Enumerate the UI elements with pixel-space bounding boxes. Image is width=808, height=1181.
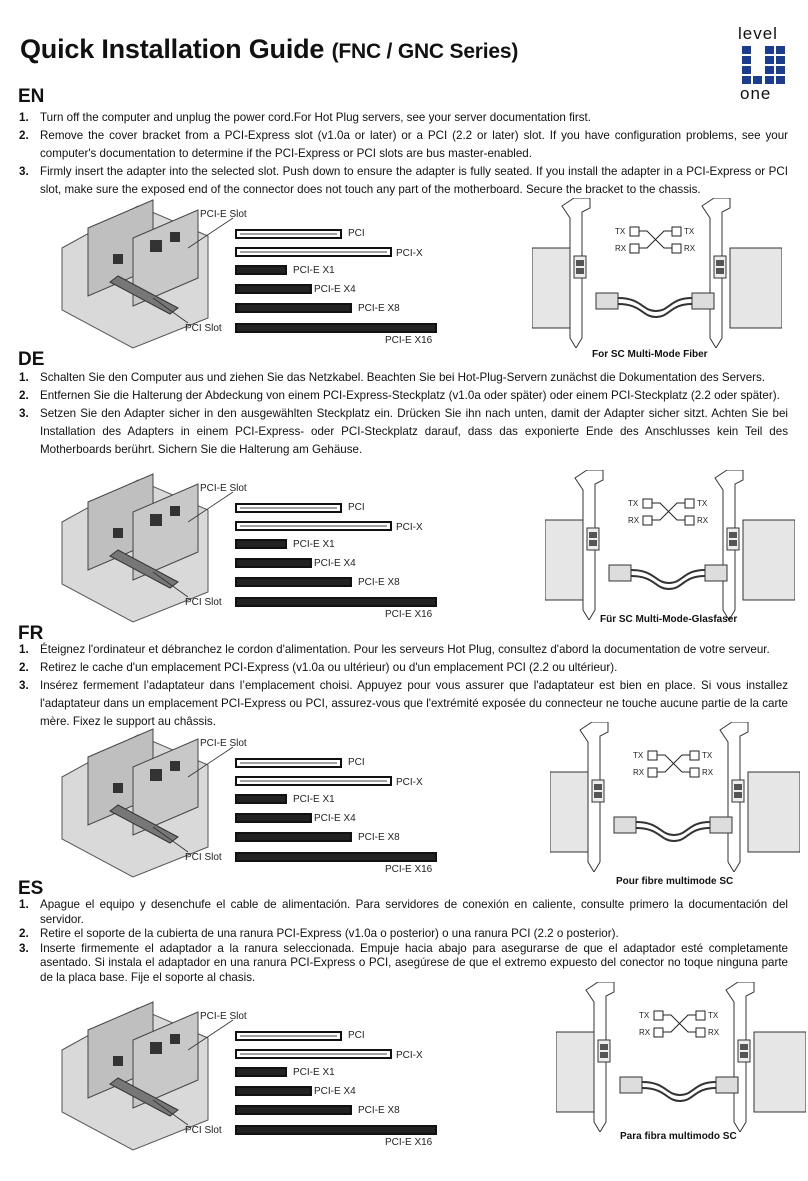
slot-pcie-x1 [236, 266, 286, 274]
step-text: Insérez fermement l’adaptateur dans l’emplacement choisi. Appuyez pour vous assurer que l'adaptateur est bien en place. Si vous installez l'adaptateur dans un emplacement PCI-Express ou PCI, assurez-vous que l'extrémité exposée du connecteur ne touche aucune partie de la carte mère. Fixez le support au châssis. [40, 679, 788, 728]
list-item [0, 405, 788, 459]
lang-heading-en: EN [18, 86, 45, 107]
label-pci-slot: PCI Slot [185, 852, 222, 863]
step-text: Turn off the computer and unplug the power cord.For Hot Plug servers, see your server documentation first. [40, 111, 591, 124]
label-slot-pcie-x1: PCI-E X1 [293, 794, 335, 805]
label-slot-pcie-x4: PCI-E X4 [314, 558, 356, 569]
slot-pcie-x8 [236, 578, 351, 586]
slot-pcie-x4 [236, 285, 311, 293]
label-pci-slot: PCI Slot [185, 1125, 222, 1136]
label-slot-pcix: PCI-X [396, 1050, 423, 1061]
list-item [0, 163, 788, 199]
label-slot-pcix: PCI-X [396, 777, 423, 788]
label-rx-right: RX [697, 516, 709, 525]
label-rx-left: RX [628, 516, 640, 525]
list-item [0, 109, 788, 127]
fiber-illustration [556, 982, 806, 1132]
label-slot-pcix: PCI-X [396, 248, 423, 259]
slot-pcie-x16 [236, 853, 436, 861]
slot-pcie-x1 [236, 1068, 286, 1076]
label-pci-slot: PCI Slot [185, 323, 222, 334]
label-slot-pcie-x8: PCI-E X8 [358, 832, 400, 843]
fiber-diagram-fr [550, 722, 800, 887]
label-slot-pcie-x16: PCI-E X16 [385, 864, 433, 875]
label-slot-pcie-x8: PCI-E X8 [358, 577, 400, 588]
label-rx-left: RX [633, 768, 645, 777]
fiber-diagram-en [532, 198, 782, 363]
slot-illustration [58, 472, 448, 627]
label-slot-pci: PCI [348, 228, 365, 239]
slot-pcie-x8 [236, 833, 351, 841]
slot-diagram-de [58, 472, 448, 627]
step-text: Entfernen Sie die Halterung der Abdeckung von einem PCI-Express-Steckplatz (v1.0a oder später) oder einem PCI-Steckplatz (2.2 oder später). [40, 389, 780, 402]
label-rx-left: RX [639, 1028, 651, 1037]
logo-text-bottom: one [740, 84, 772, 103]
fiber-caption-en: For SC Multi-Mode Fiber [592, 349, 708, 360]
steps-list-en [0, 109, 788, 199]
steps-list-es [0, 898, 788, 985]
fiber-illustration [545, 470, 795, 620]
label-slot-pcie-x1: PCI-E X1 [293, 265, 335, 276]
lang-heading-de: DE [18, 349, 45, 370]
step-number: 1. [19, 898, 29, 911]
fiber-illustration [532, 198, 782, 348]
label-slot-pcie-x8: PCI-E X8 [358, 303, 400, 314]
label-slot-pci: PCI [348, 1030, 365, 1041]
slot-pcie-x16 [236, 1126, 436, 1134]
step-text: Setzen Sie den Adapter sicher in den ausgewählten Steckplatz ein. Drücken Sie ihn nach unten, damit der Adapter sicher sitzt. Achten Sie bei Installation des Adapters in einem PCI-Express- oder PCI-Steckplatz darauf, dass das exponierte Ende des Anschlusses kein Teil des Motherboards berührt. Sichern Sie die Halterung am Gehäuse. [40, 407, 788, 456]
step-number: 1. [19, 643, 29, 656]
list-item [0, 387, 788, 405]
title-subtitle: (FNC / GNC Series) [331, 40, 519, 63]
lang-heading-es: ES [18, 878, 44, 899]
label-tx-left: TX [615, 227, 626, 236]
slot-pcie-x4 [236, 814, 311, 822]
list-item [0, 898, 788, 927]
step-number: 1. [19, 111, 29, 124]
slot-illustration [58, 727, 448, 882]
fiber-diagram-de [545, 470, 795, 635]
step-text: Retire el soporte de la cubierta de una ranura PCI-Express (v1.0a o posterior) o una ranura PCI (2.2 o posterior). [40, 927, 619, 940]
step-number: 3. [19, 941, 29, 955]
list-item [0, 927, 788, 942]
step-number: 3. [19, 407, 29, 420]
logo-text-top: level [738, 24, 778, 43]
slot-diagram-es [58, 1000, 448, 1155]
step-text: Éteignez l'ordinateur et débranchez le cordon d'alimentation. Pour les serveurs Hot Plug, consultez d'abord la documentation de votre serveur. [40, 643, 770, 656]
list-item [0, 659, 788, 677]
fiber-illustration [550, 722, 800, 872]
label-slot-pcie-x8: PCI-E X8 [358, 1105, 400, 1116]
label-pcie-slot: PCI-E Slot [200, 1011, 247, 1022]
slot-diagram-fr [58, 727, 448, 882]
step-text: Remove the cover bracket from a PCI-Express slot (v1.0a or later) or a PCI (2.2 or later) slot. If you have configuration problems, see your computer's documentation to determine if the PCI-Express or PCI slots are bus master-enabled. [40, 129, 788, 160]
step-number: 2. [19, 389, 29, 402]
label-pcie-slot: PCI-E Slot [200, 738, 247, 749]
label-pci-slot: PCI Slot [185, 597, 222, 608]
slot-pcie-x8 [236, 1106, 351, 1114]
page-title [20, 34, 518, 65]
step-text: Schalten Sie den Computer aus und ziehen Sie das Netzkabel. Beachten Sie bei Hot-Plug-Servern zunächst die Dokumentation des Servers. [40, 371, 766, 384]
step-number: 3. [19, 679, 29, 692]
step-number: 2. [19, 661, 29, 674]
label-tx-left: TX [628, 499, 639, 508]
fiber-caption-de: Für SC Multi-Mode-Glasfaser [600, 614, 738, 625]
label-slot-pcie-x16: PCI-E X16 [385, 335, 433, 346]
label-tx-right: TX [684, 227, 695, 236]
step-text: Inserte firmemente el adaptador a la ranura seleccionada. Empuje hacia abajo para asegurarse de que el adaptador esté completamente asentado. Si instala el adaptador en una ranura PCI-Express o PCI, asegúrese de que el extremo expuesto del conector no toque ninguna parte de la placa base. Fije el soporte al chasis. [40, 941, 788, 984]
label-tx-left: TX [639, 1011, 650, 1020]
label-tx-right: TX [697, 499, 708, 508]
label-rx-right: RX [708, 1028, 720, 1037]
label-slot-pcix: PCI-X [396, 522, 423, 533]
label-slot-pcie-x4: PCI-E X4 [314, 284, 356, 295]
slot-pcie-x16 [236, 598, 436, 606]
label-slot-pcie-x1: PCI-E X1 [293, 1067, 335, 1078]
label-pcie-slot: PCI-E Slot [200, 483, 247, 494]
slot-pcie-x1 [236, 540, 286, 548]
fiber-diagram-es [556, 982, 806, 1147]
label-rx-right: RX [702, 768, 714, 777]
label-tx-left: TX [633, 751, 644, 760]
step-text: Apague el equipo y desenchufe el cable de alimentación. Para servidores de conexión en caliente, consulte primero la documentación del servidor. [40, 898, 788, 926]
label-tx-right: TX [702, 751, 713, 760]
slot-pcie-x1 [236, 795, 286, 803]
label-slot-pcie-x16: PCI-E X16 [385, 1137, 433, 1148]
label-slot-pci: PCI [348, 502, 365, 513]
label-rx-left: RX [615, 244, 627, 253]
title-main: Quick Installation Guide [20, 34, 325, 64]
label-tx-right: TX [708, 1011, 719, 1020]
steps-list-fr [0, 641, 788, 731]
step-number: 2. [19, 129, 29, 142]
label-slot-pci: PCI [348, 757, 365, 768]
step-number: 2. [19, 927, 29, 940]
label-slot-pcie-x1: PCI-E X1 [293, 539, 335, 550]
label-pcie-slot: PCI-E Slot [200, 209, 247, 220]
step-number: 3. [19, 165, 29, 178]
slot-pcie-x16 [236, 324, 436, 332]
label-slot-pcie-x4: PCI-E X4 [314, 813, 356, 824]
slot-pcie-x4 [236, 559, 311, 567]
slot-diagram-en [58, 198, 448, 353]
slot-illustration [58, 198, 448, 353]
slot-pcie-x8 [236, 304, 351, 312]
steps-list-de [0, 369, 788, 459]
list-item [0, 942, 788, 986]
list-item [0, 641, 788, 659]
fiber-caption-fr: Pour fibre multimode SC [616, 876, 734, 887]
lang-heading-fr: FR [18, 623, 44, 644]
label-rx-right: RX [684, 244, 696, 253]
step-text: Retirez le cache d'un emplacement PCI-Express (v1.0a ou ultérieur) ou d'un emplacement PCI (2.2 ou ultérieur). [40, 661, 618, 674]
label-slot-pcie-x16: PCI-E X16 [385, 609, 433, 620]
step-number: 1. [19, 371, 29, 384]
slot-illustration [58, 1000, 448, 1155]
label-slot-pcie-x4: PCI-E X4 [314, 1086, 356, 1097]
levelone-logo [732, 24, 788, 103]
fiber-caption-es: Para fibra multimodo SC [620, 1131, 737, 1142]
list-item [0, 369, 788, 387]
step-text: Firmly insert the adapter into the selected slot. Push down to ensure the adapter is fully seated. If you install the adapter in a PCI-Express or PCI slot, make sure the exposed end of the connector does not touch any part of the motherboard. Secure the bracket to the chassis. [40, 165, 788, 196]
slot-pcie-x4 [236, 1087, 311, 1095]
list-item [0, 127, 788, 163]
